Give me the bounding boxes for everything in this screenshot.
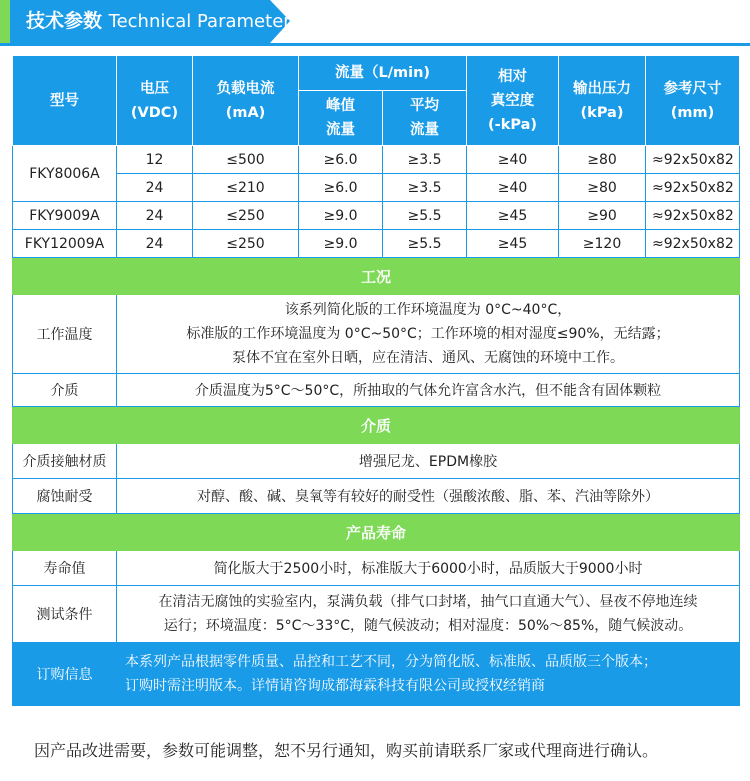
section-row-life xyxy=(13,514,740,551)
header-accent-stripe xyxy=(0,0,10,43)
contact-material-row xyxy=(13,444,740,479)
corrosion-row xyxy=(13,479,740,514)
spec-table-container xyxy=(12,55,739,706)
section-title-medium: 介质 xyxy=(13,407,740,444)
contact-material-label: 介质接触材质 xyxy=(13,444,117,479)
pressure-cell: ≥90 xyxy=(559,202,646,230)
table-row xyxy=(13,202,740,230)
voltage-cell: 12 xyxy=(117,146,193,174)
model-cell: FKY9009A xyxy=(13,202,117,230)
current-cell: ≤250 xyxy=(193,202,299,230)
avg-flow-cell: ≥3.5 xyxy=(383,146,467,174)
section-title-conditions: 工况 xyxy=(13,258,740,295)
order-info-row xyxy=(13,643,740,706)
col-voltage-header: 电压 (VDC) xyxy=(117,56,193,146)
page-title xyxy=(26,0,300,43)
title-cn: 技术参数 xyxy=(26,10,103,32)
voltage-cell: 24 xyxy=(117,202,193,230)
current-cell: ≤210 xyxy=(193,174,299,202)
test-text: 在清洁无腐蚀的实验室内，泵满负载（排气口封堵，抽气口直通大气）、昼夜不停地连续 运行；环境温度：5°C～33°C，随气候波动；相对湿度：50%～85%，随气候波动。 xyxy=(117,586,740,643)
corrosion-text: 对醇、酸、碱、臭氧等有较好的耐受性（强酸浓酸、脂、苯、汽油等除外） xyxy=(117,479,740,514)
size-cell: ≈92x50x82 xyxy=(646,230,740,258)
life-row xyxy=(13,551,740,586)
section-title-life: 产品寿命 xyxy=(13,514,740,551)
section-row-medium xyxy=(13,407,740,444)
size-cell: ≈92x50x82 xyxy=(646,146,740,174)
test-label: 测试条件 xyxy=(13,586,117,643)
avg-flow-cell: ≥5.5 xyxy=(383,230,467,258)
medium-text: 介质温度为5°C～50°C，所抽取的气体允许富含水汽，但不能含有固体颗粒 xyxy=(117,374,740,407)
avg-flow-cell: ≥3.5 xyxy=(383,174,467,202)
vacuum-cell: ≥40 xyxy=(467,174,559,202)
current-cell: ≤500 xyxy=(193,146,299,174)
vacuum-cell: ≥45 xyxy=(467,202,559,230)
spec-table xyxy=(12,55,740,706)
order-info-label: 订购信息 xyxy=(13,643,117,706)
title-en: Technical Parameters xyxy=(108,11,301,32)
header-row-1 xyxy=(13,56,740,91)
pressure-cell: ≥80 xyxy=(559,174,646,202)
work-temp-label: 工作温度 xyxy=(13,295,117,374)
current-cell: ≤250 xyxy=(193,230,299,258)
vacuum-cell: ≥40 xyxy=(467,146,559,174)
size-cell: ≈92x50x82 xyxy=(646,202,740,230)
size-cell: ≈92x50x82 xyxy=(646,174,740,202)
life-label: 寿命值 xyxy=(13,551,117,586)
peak-flow-cell: ≥6.0 xyxy=(299,174,383,202)
medium-label: 介质 xyxy=(13,374,117,407)
peak-flow-cell: ≥6.0 xyxy=(299,146,383,174)
voltage-cell: 24 xyxy=(117,174,193,202)
peak-flow-cell: ≥9.0 xyxy=(299,230,383,258)
table-row xyxy=(13,174,740,202)
work-temp-text: 该系列简化版的工作环境温度为 0°C~40°C， 标准版的工作环境温度为 0°C~50°C；工作环境的相对湿度≤90%，无结露； 泵体不宜在室外日晒，应在清洁、通风、无腐蚀的环境中工作。 xyxy=(117,295,740,374)
col-vacuum-header: 相对 真空度 (-kPa) xyxy=(467,56,559,146)
table-row xyxy=(13,230,740,258)
order-info-text: 本系列产品根据零件质量、品控和工艺不同，分为简化版、标准版、品质版三个版本； 订购时需注明版本。详情请咨询成都海霖科技有限公司或授权经销商 xyxy=(117,643,740,706)
pressure-cell: ≥80 xyxy=(559,146,646,174)
test-row xyxy=(13,586,740,643)
corrosion-label: 腐蚀耐受 xyxy=(13,479,117,514)
voltage-cell: 24 xyxy=(117,230,193,258)
model-cell: FKY12009A xyxy=(13,230,117,258)
model-cell: FKY8006A xyxy=(13,146,117,202)
table-row xyxy=(13,146,740,174)
col-size-header: 参考尺寸 (mm) xyxy=(646,56,740,146)
peak-flow-cell: ≥9.0 xyxy=(299,202,383,230)
medium-row xyxy=(13,374,740,407)
section-header xyxy=(0,0,750,46)
col-model-header: 型号 xyxy=(13,56,117,146)
vacuum-cell: ≥45 xyxy=(467,230,559,258)
col-flow-avg-header: 平均 流量 xyxy=(383,91,467,146)
section-row-conditions xyxy=(13,258,740,295)
contact-material-text: 增强尼龙、EPDM橡胶 xyxy=(117,444,740,479)
col-flow-header: 流量（L/min) xyxy=(299,56,467,91)
col-current-header: 负载电流 (mA) xyxy=(193,56,299,146)
col-flow-peak-header: 峰值 流量 xyxy=(299,91,383,146)
footnote: 因产品改进需要，参数可能调整，恕不另行通知，购买前请联系厂家或代理商进行确认。 xyxy=(34,741,659,760)
life-text: 简化版大于2500小时，标准版大于6000小时，品质版大于9000小时 xyxy=(117,551,740,586)
pressure-cell: ≥120 xyxy=(559,230,646,258)
work-temp-row xyxy=(13,295,740,374)
avg-flow-cell: ≥5.5 xyxy=(383,202,467,230)
col-pressure-header: 输出压力 (kPa) xyxy=(559,56,646,146)
